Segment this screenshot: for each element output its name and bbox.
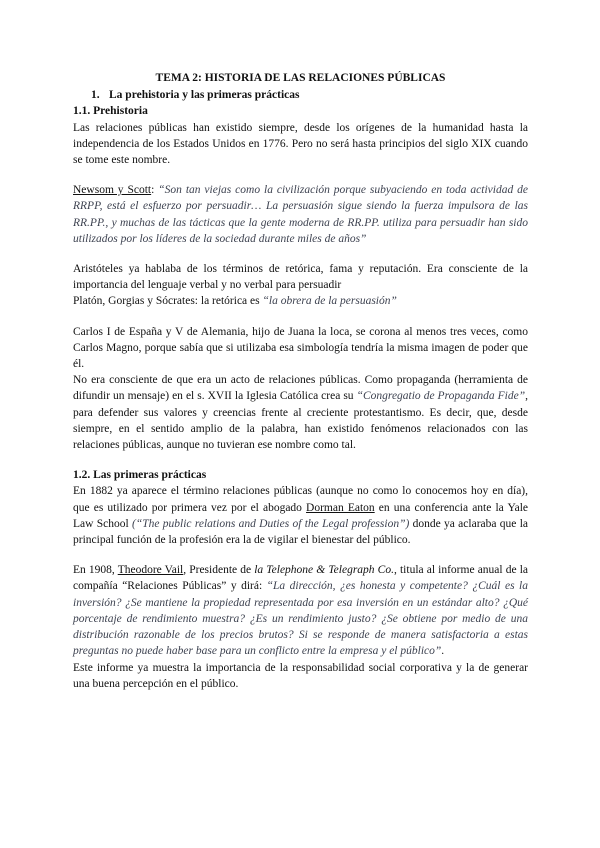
paragraph-newsom-scott — [73, 182, 528, 247]
document-title: TEMA 2: HISTORIA DE LAS RELACIONES PÚBLICAS — [155, 72, 446, 84]
paragraph-theodore-vail — [73, 562, 528, 659]
vail-text-a: En 1908, — [73, 564, 118, 577]
quote-yale-conference: (“The public relations and Duties of the Legal profession”) — [132, 517, 410, 530]
eaton-text-c: donde ya aclaraba que la principal función de la profesión era la de vigilar el bienestar del público. — [73, 517, 528, 547]
colon-separator: : — [151, 184, 159, 197]
quote-newsom-scott: “Son tan viejas como la civilización porque subyaciendo en toda actividad de RRPP, está el esfuerzo por persuadir… La persuasión sigue siendo la fuerza impulsora de las RR.PP., y muchas de las tácticas que la gente moderna de RR.PP. utiliza para persuadir han sido utilizados por los líderes de la sociedad durante miles de años” — [73, 184, 528, 245]
subsection-1-2-heading: 1.2. Las primeras prácticas — [73, 469, 207, 482]
platon-text: Platón, Gorgias y Sócrates: la retórica es — [73, 295, 263, 308]
vail-text-b: , Presidente de — [183, 564, 255, 577]
author-newsom-scott: Newsom y Scott — [73, 184, 152, 197]
document-page — [73, 70, 528, 692]
eaton-text-b: en una conferencia ante la Yale Law School — [73, 501, 528, 530]
vail-text-c: , titula al informe anual de la compañía “Relaciones Públicas” y dirá: — [73, 564, 528, 593]
paragraph-prehistoria-intro: Las relaciones públicas han existido siempre, desde los orígenes de la humanidad hasta la independencia de los Estados Unidos en 1776. Pero no será hasta principios del siglo XIX cuando se tome este nombre. — [73, 121, 528, 167]
eaton-text-a: En 1882 ya aparece el término relaciones públicas (aunque no como lo conocemos hoy en día), que es utilizado por primera vez por el abogado — [73, 485, 528, 514]
quote-vail: “La dirección, ¿es honesta y competente? ¿Cuál es la inversión? ¿Se mantiene la propiedad representada por esa inversión en un estándar alto? ¿Qué porcentaje de rendimiento muestra? ¿Es un rendimiento justo? ¿Se obtiene por medio de una distribución razonable de los precios brutos? Si se responde de manera satisfactoria a estas preguntas no puede haber base para un conflicto entre la empresa y el público” — [73, 580, 528, 658]
paragraph-informe: Este informe ya muestra la importancia de la responsabilidad social corporativa y la de generar una buena percepción en el público. — [73, 661, 528, 690]
paragraph-propaganda — [73, 372, 528, 453]
propaganda-text-a: No era consciente de que era un acto de relaciones públicas. Como propaganda (herramienta de difundir un mensaje) en el s. XVII la Iglesia Católica crea su — [73, 374, 528, 403]
name-theodore-vail: Theodore Vail — [117, 564, 184, 577]
paragraph-platon — [73, 293, 528, 309]
vail-text-end: . — [441, 645, 445, 658]
name-dorman-eaton: Dorman Eaton — [306, 501, 375, 514]
quote-retorica: “la obrera de la persuasión” — [262, 295, 397, 308]
subsection-1-1-heading: 1.1. Prehistoria — [73, 105, 148, 118]
company-name: la Telephone & Telegraph Co. — [254, 564, 394, 577]
paragraph-aristoteles: Aristóteles ya hablaba de los términos de retórica, fama y reputación. Era consciente de la importancia del lenguaje verbal y no verbal para persuadir — [73, 263, 528, 292]
section-1-heading — [73, 87, 528, 103]
propaganda-text-b: , para defender sus valores y creencias frente al creciente protestantismo. Es decir, que, desde siempre, en el sentido amplio de la palabra, han existido fenómenos relacionados con las relaciones públicas, aunque no tuvieran ese nombre como tal. — [73, 390, 528, 452]
section-1-number: 1. — [91, 89, 100, 102]
paragraph-dorman-eaton — [73, 483, 528, 548]
section-1-title: La prehistoria y las primeras prácticas — [109, 89, 300, 102]
quote-congregatio: “Congregatio de Propaganda Fide” — [356, 390, 526, 403]
paragraph-carlos-i: Carlos I de España y V de Alemania, hijo de Juana la loca, se corona al menos tres veces, como Carlos Magno, porque sabía que si utilizaba esa simbología tendría la misma imagen de poder que él. — [73, 325, 528, 371]
